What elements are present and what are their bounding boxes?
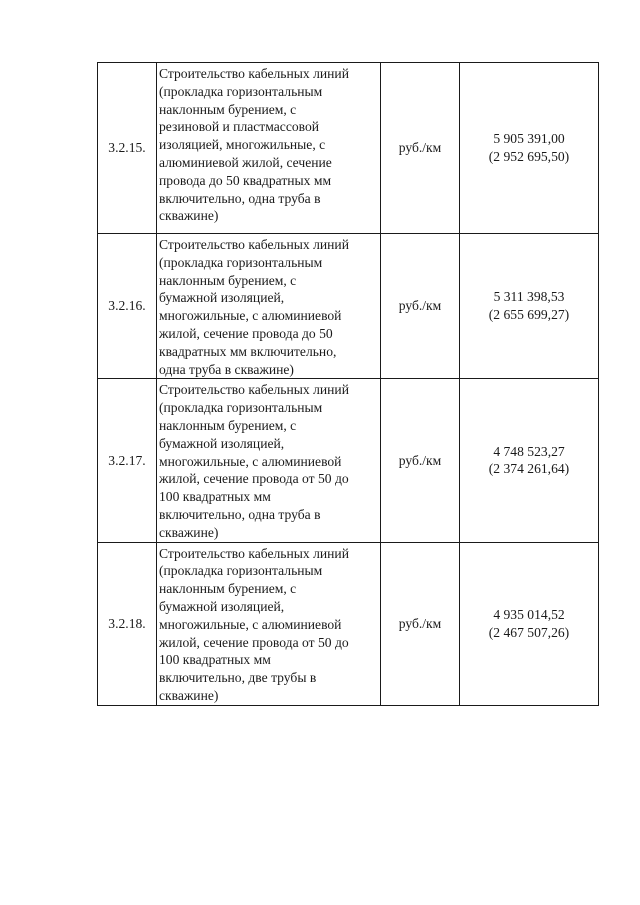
description-line: (прокладка горизонтальным xyxy=(159,254,323,270)
description-line: алюминиевой жилой, сечение xyxy=(159,154,332,170)
description-line: включительно, одна труба в xyxy=(159,190,321,206)
item-description xyxy=(157,379,381,542)
description-line: Строительство кабельных линий xyxy=(159,545,349,561)
price-value: 5 311 398,53 xyxy=(493,289,565,305)
description-line: резиновой и пластмассовой xyxy=(159,119,320,135)
table-row xyxy=(98,542,599,705)
item-unit: руб./км xyxy=(381,542,460,705)
description-line: скважине) xyxy=(159,524,219,540)
description-line: бумажной изоляцией, xyxy=(159,598,285,614)
description-line: включительно, одна труба в xyxy=(159,506,321,522)
price-alt-value: (2 655 699,27) xyxy=(488,307,570,323)
description-line: жилой, сечение провода от 50 до xyxy=(159,634,349,650)
item-number: 3.2.16. xyxy=(98,234,157,379)
tariff-table xyxy=(97,62,599,706)
description-line: изоляцией, многожильные, с xyxy=(159,137,326,153)
description-line: бумажной изоляцией, xyxy=(159,435,285,451)
description-line: многожильные, с алюминиевой xyxy=(159,308,342,324)
item-unit: руб./км xyxy=(381,379,460,542)
description-line: Строительство кабельных линий xyxy=(159,382,349,398)
item-price xyxy=(460,379,599,542)
item-description xyxy=(157,63,381,234)
description-line: жилой, сечение провода до 50 xyxy=(159,325,333,341)
description-line: скважине) xyxy=(159,208,219,224)
table-row xyxy=(98,379,599,542)
price-alt-value: (2 467 507,26) xyxy=(488,624,570,640)
description-line: наклонным бурением, с xyxy=(159,417,297,433)
description-line: наклонным бурением, с xyxy=(159,272,297,288)
item-number: 3.2.17. xyxy=(98,379,157,542)
item-number: 3.2.15. xyxy=(98,63,157,234)
description-line: жилой, сечение провода от 50 до xyxy=(159,471,349,487)
description-line: включительно, две трубы в xyxy=(159,670,317,686)
description-line: провода до 50 квадратных мм xyxy=(159,172,332,188)
description-line: Строительство кабельных линий xyxy=(159,66,349,81)
item-unit: руб./км xyxy=(381,234,460,379)
item-price xyxy=(460,63,599,234)
item-description xyxy=(157,542,381,705)
description-line: квадратных мм включительно, xyxy=(159,343,337,359)
description-line: Строительство кабельных линий xyxy=(159,237,349,252)
price-value: 4 748 523,27 xyxy=(493,443,565,459)
price-value: 5 905 391,00 xyxy=(493,131,565,147)
item-unit: руб./км xyxy=(381,63,460,234)
item-price xyxy=(460,542,599,705)
description-line: бумажной изоляцией, xyxy=(159,290,285,306)
description-line: многожильные, с алюминиевой xyxy=(159,616,342,632)
description-line: наклонным бурением, с xyxy=(159,581,297,597)
price-alt-value: (2 952 695,50) xyxy=(488,149,570,164)
description-line: (прокладка горизонтальным xyxy=(159,83,323,99)
item-number: 3.2.18. xyxy=(98,542,157,705)
description-line: многожильные, с алюминиевой xyxy=(159,453,342,469)
price-value: 4 935 014,52 xyxy=(493,606,565,622)
description-line: (прокладка горизонтальным xyxy=(159,400,323,416)
item-price xyxy=(460,234,599,379)
description-line: (прокладка горизонтальным xyxy=(159,563,323,579)
price-alt-value: (2 374 261,64) xyxy=(488,461,570,477)
description-line: 100 квадратных мм xyxy=(159,652,271,668)
description-line: 100 квадратных мм xyxy=(159,489,271,505)
item-description xyxy=(157,234,381,379)
description-line: скважине) xyxy=(159,687,219,703)
table-row xyxy=(98,63,599,234)
table-row xyxy=(98,234,599,379)
description-line: наклонным бурением, с xyxy=(159,101,297,117)
description-line: одна труба в скважине) xyxy=(159,361,294,377)
